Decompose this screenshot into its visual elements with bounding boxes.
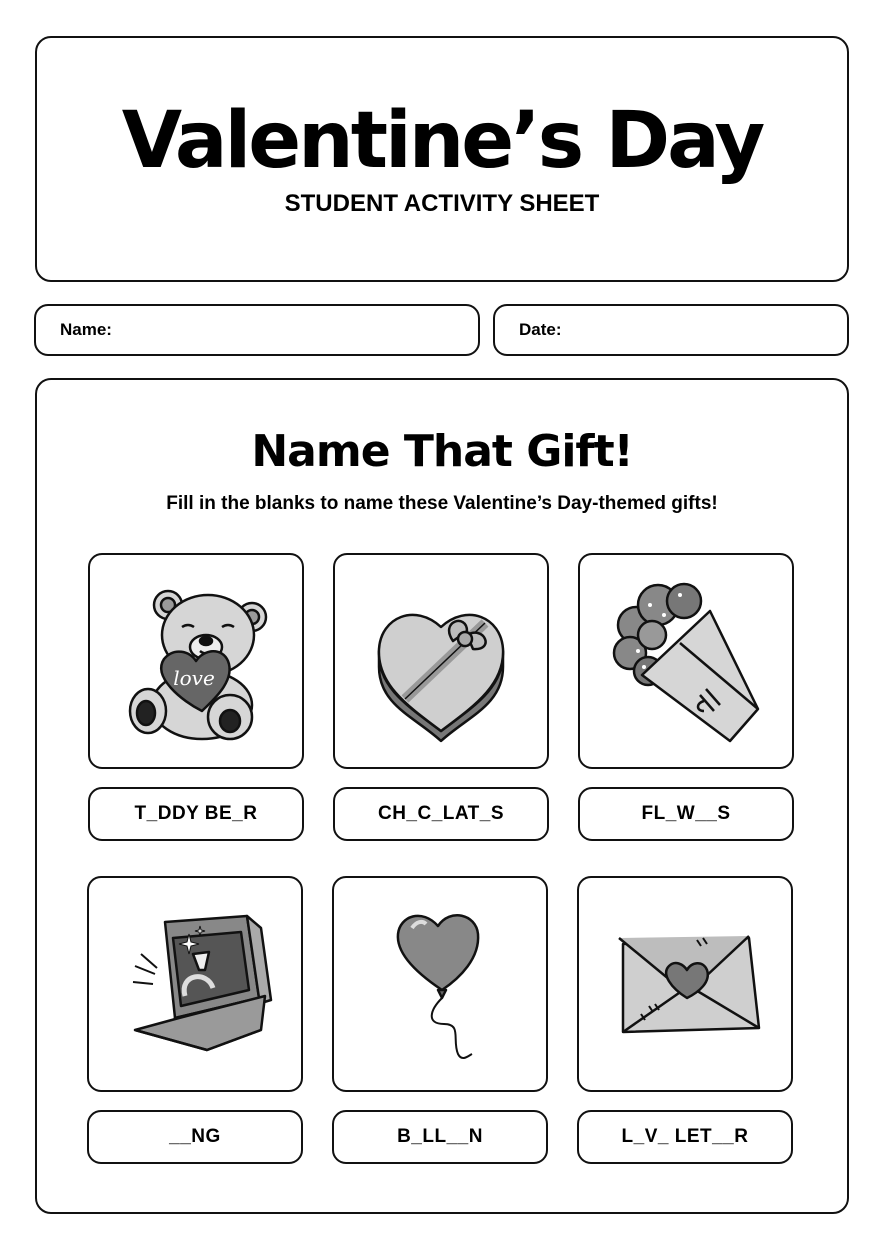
- page-subtitle: STUDENT ACTIVITY SHEET: [284, 190, 600, 217]
- gift-card-chocolates: [333, 553, 549, 769]
- gift-puzzle-text: B_LL__N: [397, 1126, 483, 1147]
- name-label: Name:: [60, 320, 112, 339]
- gift-puzzle-text: FL_W__S: [641, 803, 731, 824]
- gift-card-teddy-bear: [88, 553, 304, 769]
- gift-card-balloon: [332, 876, 548, 1092]
- gift-card-flowers: [578, 553, 794, 769]
- gift-puzzle-text: __NG: [169, 1126, 221, 1147]
- gift-answer-teddy-bear[interactable]: [88, 787, 304, 841]
- gift-answer-ring[interactable]: [87, 1110, 303, 1164]
- date-field[interactable]: [493, 304, 849, 356]
- date-label: Date:: [519, 320, 562, 339]
- name-field[interactable]: [34, 304, 480, 356]
- gift-card-ring: [87, 876, 303, 1092]
- gift-puzzle-text: T_DDY BE_R: [134, 803, 258, 824]
- gift-puzzle-text: L_V_ LET__R: [621, 1126, 749, 1147]
- gift-card-love-letter: [577, 876, 793, 1092]
- gift-answer-balloon[interactable]: [332, 1110, 548, 1164]
- flower-bouquet-icon: [580, 555, 792, 767]
- heart-chocolate-box-icon: [335, 555, 547, 767]
- activity-title: Name That Gift!: [251, 426, 633, 477]
- gift-answer-flowers[interactable]: [578, 787, 794, 841]
- header-panel: [35, 36, 849, 282]
- gift-puzzle-text: CH_C_LAT_S: [377, 803, 505, 824]
- gift-answer-chocolates[interactable]: [333, 787, 549, 841]
- heart-balloon-icon: [334, 878, 546, 1090]
- teddy-bear-icon: [90, 555, 302, 767]
- activity-instructions: Fill in the blanks to name these Valentine’s Day-themed gifts!: [166, 493, 718, 514]
- gift-answer-love-letter[interactable]: [577, 1110, 793, 1164]
- ring-box-icon: [89, 878, 301, 1090]
- love-letter-icon: [579, 878, 791, 1090]
- page-title: Valentine’s Day: [121, 96, 763, 186]
- heart-text: love: [173, 666, 215, 690]
